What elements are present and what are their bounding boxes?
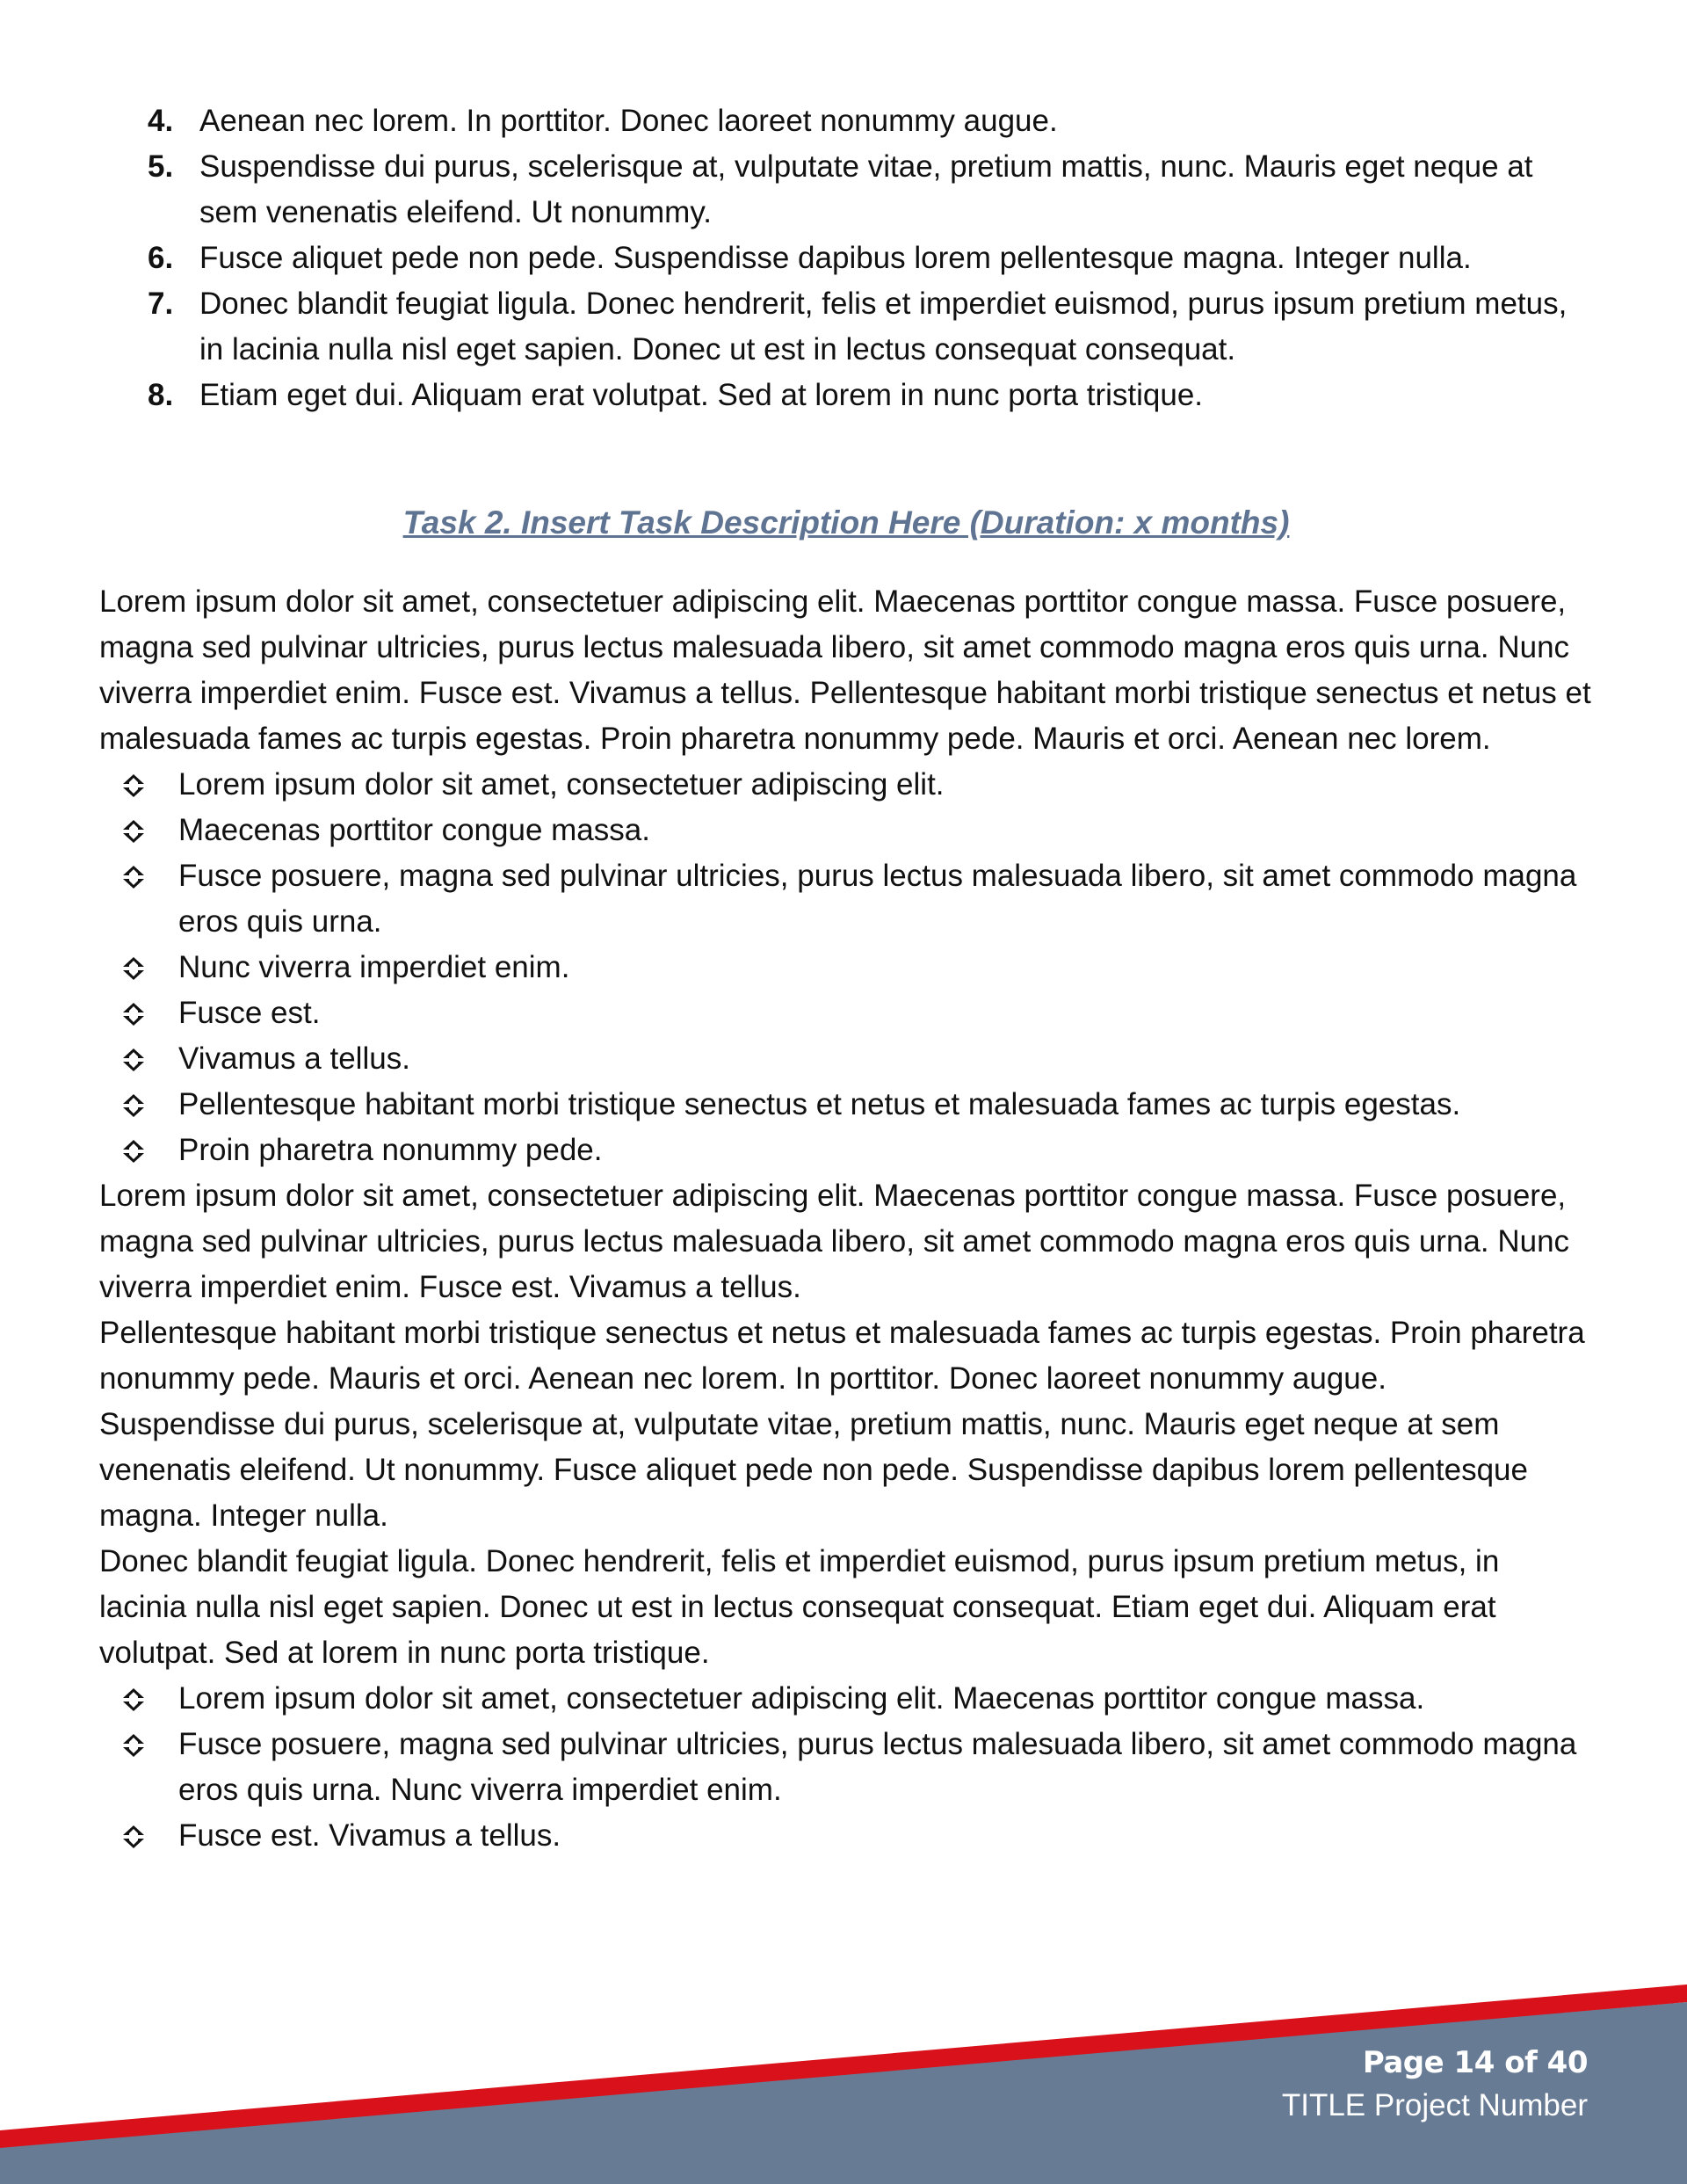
list-item-text: Suspendisse dui purus, scelerisque at, vulputate vitae, pretium mattis, nunc. Mauris eget neque at sem venenatis eleifend. Ut nonummy. — [199, 149, 1533, 229]
bullet-text: Nunc viverra imperdiet enim. — [178, 950, 570, 984]
bullet-text: Fusce est. Vivamus a tellus. — [178, 1818, 561, 1853]
bullet-text: Pellentesque habitant morbi tristique senectus et netus et malesuada fames ac turpis egestas. — [178, 1087, 1461, 1121]
page-number: Page 14 of 40 — [1362, 2045, 1588, 2080]
bullet-text: Proin pharetra nonummy pede. — [178, 1133, 603, 1167]
list-number: 5. — [148, 149, 174, 184]
intro-paragraph: Lorem ipsum dolor sit amet, consectetuer adipiscing elit. Maecenas porttitor congue massa. Fusce posuere, magna sed pulvinar ultricies, purus lectus malesuada libero, sit amet commodo magna eros quis urna. Nunc viverra imperdiet enim. Fusce est. Vivamus a tellus. Pellentesque habitant morbi tristique senectus et netus et malesuada fames ac turpis egestas. Proin pharetra nonummy pede. Mauris et orci. Aenean nec lorem. — [99, 584, 1591, 756]
list-number: 7. — [148, 287, 174, 321]
list-number: 4. — [148, 104, 174, 138]
bullet-text: Lorem ipsum dolor sit amet, consectetuer adipiscing elit. Maecenas porttitor congue massa. — [178, 1681, 1425, 1716]
body-paragraph: Donec blandit feugiat ligula. Donec hendrerit, felis et imperdiet euismod, purus ipsum pretium metus, in lacinia nulla nisl eget sapien. Donec ut est in lectus consequat consequat. Etiam eget dui. Aliquam erat volutpat. Sed at lorem in nunc porta tristique. — [99, 1544, 1500, 1670]
list-item-text: Aenean nec lorem. In porttitor. Donec laoreet nonummy augue. — [199, 104, 1058, 138]
bullet-text: Vivamus a tellus. — [178, 1041, 410, 1076]
bullet-text: Maecenas porttitor congue massa. — [178, 813, 650, 847]
body-paragraph: Lorem ipsum dolor sit amet, consectetuer adipiscing elit. Maecenas porttitor congue massa. Fusce posuere, magna sed pulvinar ultricies, purus lectus malesuada libero, sit amet commodo magna eros quis urna. Nunc viverra imperdiet enim. Fusce est. Vivamus a tellus. — [99, 1179, 1570, 1304]
list-item-text: Fusce aliquet pede non pede. Suspendisse dapibus lorem pellentesque magna. Integer nulla. — [199, 241, 1472, 275]
bullet-text: Fusce posuere, magna sed pulvinar ultricies, purus lectus malesuada libero, sit amet commodo magna eros quis urna. Nunc viverra imperdiet enim. — [178, 1727, 1577, 1807]
list-number: 6. — [148, 241, 174, 275]
body-paragraph: Suspendisse dui purus, scelerisque at, vulputate vitae, pretium mattis, nunc. Mauris eget neque at sem venenatis eleifend. Ut nonummy. Fusce aliquet pede non pede. Suspendisse dapibus lorem pellentesque magna. Integer nulla. — [99, 1407, 1528, 1533]
task-heading: Task 2. Insert Task Description Here (Duration: x months) — [402, 504, 1290, 541]
bullet-text: Fusce posuere, magna sed pulvinar ultricies, purus lectus malesuada libero, sit amet commodo magna eros quis urna. — [178, 859, 1577, 939]
list-number: 8. — [148, 378, 174, 412]
list-item-text: Etiam eget dui. Aliquam erat volutpat. Sed at lorem in nunc porta tristique. — [199, 378, 1204, 412]
bullet-text: Lorem ipsum dolor sit amet, consectetuer adipiscing elit. — [178, 767, 945, 802]
list-item-text: Donec blandit feugiat ligula. Donec hendrerit, felis et imperdiet euismod, purus ipsum pretium metus, in lacinia nulla nisl eget sapien. Donec ut est in lectus consequat consequat. — [199, 287, 1568, 366]
footer-title: TITLE Project Number — [1281, 2088, 1588, 2122]
bullet-text: Fusce est. — [178, 996, 321, 1030]
body-paragraph: Pellentesque habitant morbi tristique senectus et netus et malesuada fames ac turpis egestas. Proin pharetra nonummy pede. Mauris et orci. Aenean nec lorem. In porttitor. Donec laoreet nonummy augue. — [99, 1316, 1585, 1396]
